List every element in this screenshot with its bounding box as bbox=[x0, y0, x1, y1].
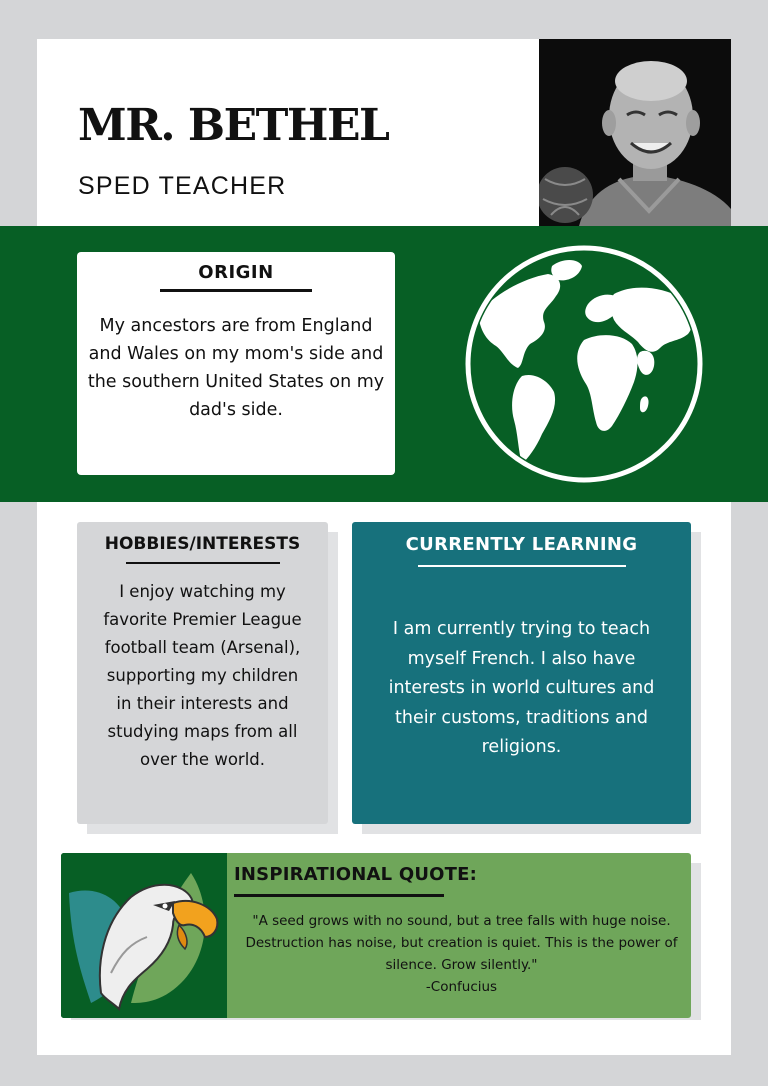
origin-heading: ORIGIN bbox=[198, 262, 274, 283]
learning-text: I am currently trying to teach myself French. I also have interests in world cultures and their customs, traditions and religions. bbox=[388, 619, 655, 757]
hobbies-text: I enjoy watching my favorite Premier League football team (Arsenal), supporting my children in their interests and studying maps from all over the world. bbox=[103, 582, 302, 769]
globe-icon bbox=[464, 244, 704, 484]
teacher-name: MR. BETHEL bbox=[78, 100, 389, 151]
teacher-portrait bbox=[539, 39, 731, 226]
origin-card bbox=[77, 252, 395, 475]
quote-text: "A seed grows with no sound, but a tree falls with huge noise. Destruction has noise, but creation is quiet. This is the power of silence. Grow silently." bbox=[245, 913, 678, 973]
hobbies-heading: HOBBIES/INTERESTS bbox=[104, 534, 301, 554]
quote-body bbox=[240, 910, 683, 998]
quote-divider bbox=[234, 894, 444, 897]
learning-divider bbox=[418, 565, 626, 567]
learning-heading: CURRENTLY LEARNING bbox=[405, 534, 638, 555]
learning-card bbox=[352, 522, 691, 824]
quote-heading: INSPIRATIONAL QUOTE: bbox=[234, 864, 478, 885]
teacher-role: SPED TEACHER bbox=[78, 172, 287, 200]
origin-text: My ancestors are from England and Wales on my mom's side and the southern United States on my dad's side. bbox=[87, 316, 385, 420]
hobbies-divider bbox=[126, 562, 280, 564]
origin-divider bbox=[160, 289, 312, 292]
eagle-logo bbox=[61, 853, 227, 1018]
quote-author: -Confucius bbox=[425, 979, 498, 995]
hobbies-card bbox=[77, 522, 328, 824]
